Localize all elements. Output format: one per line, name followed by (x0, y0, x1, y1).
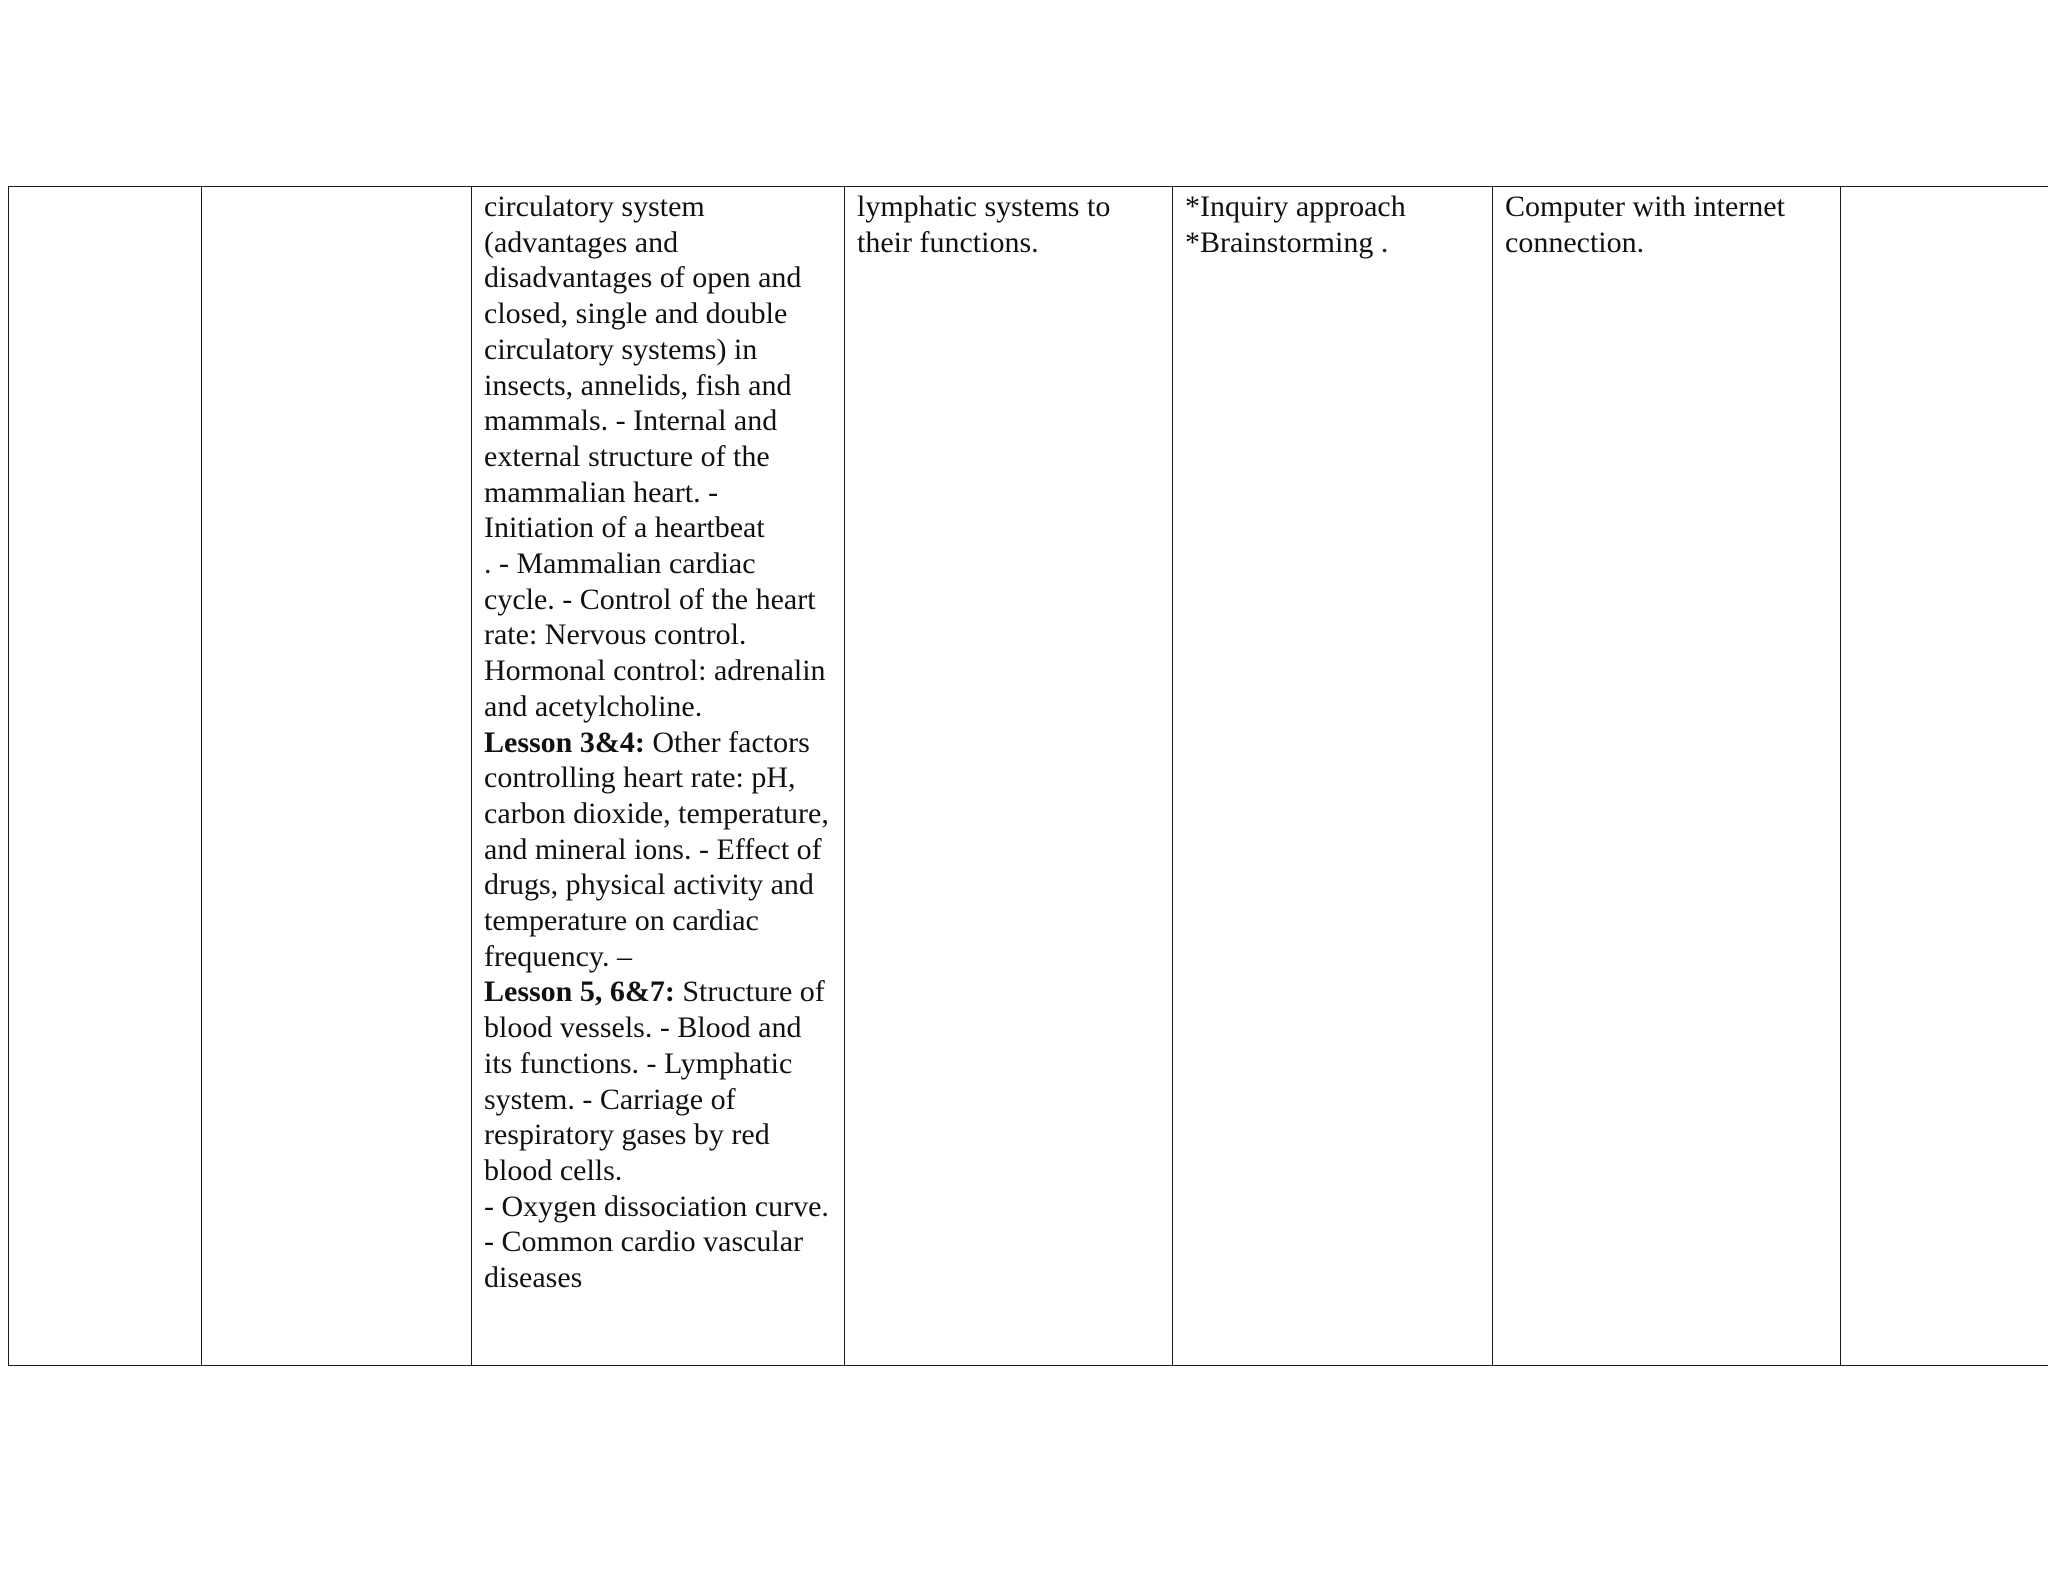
remarks-cell (1841, 187, 2048, 1366)
resources-text: Computer with internet connection. (1505, 190, 1785, 259)
week-cell (9, 187, 202, 1366)
method-item: *Inquiry approach (1185, 190, 1406, 223)
lesson-5-7-label: Lesson 5, 6&7: (484, 975, 675, 1009)
lesson-5-7-paragraph (484, 974, 832, 1188)
lesson-3-4-text: Other factors controlling heart rate: pH, carbon dioxide, temperature, and mineral ions. - Effect of drugs, physical activity and temperature on cardiac frequency. – (484, 725, 829, 973)
methods-cell (1173, 187, 1493, 1366)
objectives-cell (845, 187, 1173, 1366)
objectives-text: lymphatic systems to their functions. (857, 190, 1111, 259)
unit-cell (202, 187, 472, 1366)
table-row (9, 187, 2048, 1366)
method-item: *Brainstorming . (1185, 225, 1389, 259)
lesson-5-7-text: Structure of blood vessels. - Blood and its functions. - Lymphatic system. - Carriage of respiratory gases by red blood cells. (484, 975, 825, 1187)
content-paragraph-last: - Oxygen dissociation curve. - Common cardio vascular diseases (484, 1189, 829, 1295)
content-paragraph-1: circulatory system (advantages and disadvantages of open and closed, single and double circulatory systems) in insects, annelids, fish and mammals. - Internal and external structure of the mammalian heart. - Initiation of a heartbeat (484, 190, 802, 545)
content-paragraph-2: . - Mammalian cardiac cycle. - Control of the heart rate: Nervous control. Hormonal control: adrenalin and acetylcholine. (484, 547, 826, 723)
lesson-3-4-paragraph (484, 725, 832, 975)
lesson-content-cell (472, 187, 845, 1366)
scheme-of-work-table (8, 186, 2048, 1366)
resources-cell (1493, 187, 1841, 1366)
lesson-3-4-label: Lesson 3&4: (484, 725, 645, 759)
